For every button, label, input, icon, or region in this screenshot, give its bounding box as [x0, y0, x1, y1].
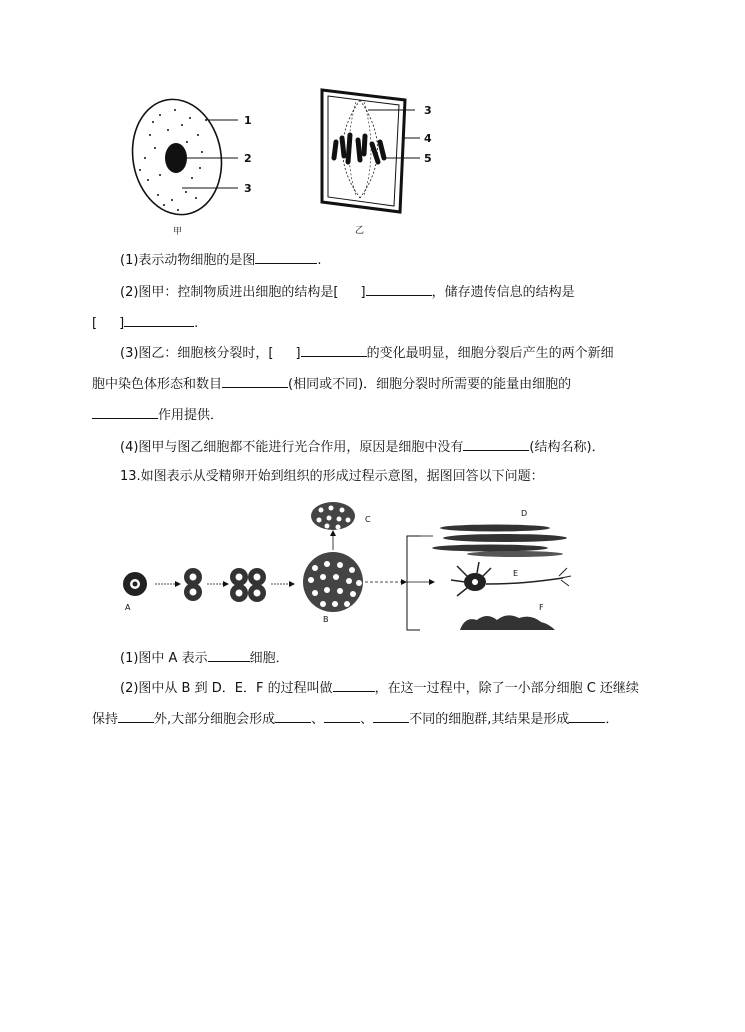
- q12-part2: [120, 282, 575, 302]
- answer-blank[interactable]: [333, 678, 375, 692]
- q13-p1-text: (1)图中 A 表示: [120, 651, 208, 666]
- q13-part1: [120, 648, 289, 668]
- pointer-jia-3: 3: [244, 182, 252, 195]
- answer-blank[interactable]: [92, 405, 158, 419]
- pointer-yi-3: 3: [424, 104, 432, 117]
- q13-p2-end: ．: [605, 712, 619, 727]
- q12-p3-text2: 的变化最明显，细胞分裂后产生的两个新细: [366, 346, 614, 361]
- q13-stem: [120, 468, 544, 486]
- q13-p2-sep1: 、: [311, 712, 325, 727]
- q12-part4: [120, 437, 605, 457]
- label-yi: 乙: [355, 226, 365, 236]
- answer-blank[interactable]: [118, 709, 154, 723]
- cell-cluster-C: [311, 502, 371, 530]
- q12-p3-text: (3)图乙：细胞核分裂时，[: [120, 346, 274, 361]
- cell-cluster-B: [303, 552, 363, 624]
- fertilized-egg-A: [123, 572, 147, 612]
- q12-p4-text2: (结构名称)．: [529, 440, 605, 455]
- q13-p2-text3: 保持: [92, 712, 119, 727]
- fig-label-F: F: [539, 603, 544, 612]
- answer-blank[interactable]: [124, 313, 194, 327]
- fig-label-C: C: [365, 515, 371, 524]
- q12-p3-text5: 作用提供．: [158, 408, 224, 423]
- q12-part1: [120, 250, 322, 270]
- two-cell-stage: [184, 568, 202, 601]
- cell-differentiation-figure: [115, 498, 575, 638]
- q13-p1-text2: 细胞．: [249, 651, 289, 666]
- q12-p2-bracket-close2: ]: [119, 316, 125, 331]
- q13-p2-text2: ，在这一过程中，除了一小部分细胞 C 还继续: [374, 681, 639, 696]
- q12-p3-text3: 胞中染色体形态和数目: [92, 377, 223, 392]
- q12-p2-end: .: [194, 316, 199, 331]
- tissue-E-neuron: [451, 562, 571, 596]
- fig-label-D: D: [521, 509, 528, 518]
- tissue-F: [460, 603, 555, 630]
- q13-stem-text: 13.如图表示从受精卵开始到组织的形成过程示意图，据图回答以下问题：: [120, 469, 544, 484]
- nucleus: [165, 143, 187, 173]
- answer-blank[interactable]: [569, 709, 605, 723]
- q12-part3: [120, 343, 614, 363]
- q12-p2-bracket-open: [: [92, 316, 98, 331]
- answer-blank[interactable]: [255, 250, 317, 264]
- pointer-yi-4: 4: [424, 132, 432, 145]
- q12-p4-text: (4)图甲与图乙细胞都不能进行光合作用，原因是细胞中没有: [120, 440, 464, 455]
- answer-blank[interactable]: [373, 709, 409, 723]
- q12-p3-text4: (相同或不同)．细胞分裂时所需要的能量由细胞的: [288, 377, 572, 392]
- q12-p3-bracket-close: ]: [295, 346, 301, 361]
- answer-blank[interactable]: [275, 709, 311, 723]
- q12-part2-cont: [92, 313, 198, 333]
- answer-blank[interactable]: [463, 437, 529, 451]
- tissue-D: [432, 509, 567, 557]
- pointer-jia-1: 1: [244, 114, 252, 127]
- four-cell-stage: [230, 568, 266, 602]
- q12-p2-bracket-close: ]: [360, 285, 366, 300]
- answer-blank[interactable]: [366, 282, 432, 296]
- answer-blank[interactable]: [324, 709, 360, 723]
- pointer-yi-5: 5: [424, 152, 432, 165]
- fig-label-B: B: [323, 615, 329, 624]
- chromosomes: [334, 135, 384, 162]
- q13-part2: [120, 678, 639, 698]
- fig-label-E: E: [513, 569, 519, 578]
- q12-p2-text: (2)图甲：控制物质进出细胞的结构是[: [120, 285, 339, 300]
- q12-part3-cont2: [92, 405, 223, 425]
- answer-blank[interactable]: [301, 343, 367, 357]
- cell-figure: [120, 80, 450, 245]
- q13-p2-sep2: 、: [360, 712, 374, 727]
- q12-p2-text2: ，储存遗传信息的结构是: [431, 285, 575, 300]
- fig-label-A: A: [125, 603, 131, 612]
- q12-p1-end: .: [317, 253, 322, 268]
- q13-p2-text4: 外,大部分细胞会形成: [154, 712, 276, 727]
- plant-cell-yi: [322, 90, 432, 236]
- q13-p2-text5: 不同的细胞群,其结果是形成: [409, 712, 570, 727]
- answer-blank[interactable]: [208, 648, 250, 662]
- q12-p1-text: (1)表示动物细胞的是图: [120, 253, 256, 268]
- q13-part2-cont: [92, 709, 618, 729]
- q12-part3-cont: [92, 374, 571, 394]
- answer-blank[interactable]: [222, 374, 288, 388]
- pointer-jia-2: 2: [244, 152, 252, 165]
- label-jia: 甲: [173, 227, 183, 237]
- q13-p2-text: (2)图中从 B 到 D．E．F 的过程叫做: [120, 681, 333, 696]
- animal-cell-jia: [124, 92, 252, 237]
